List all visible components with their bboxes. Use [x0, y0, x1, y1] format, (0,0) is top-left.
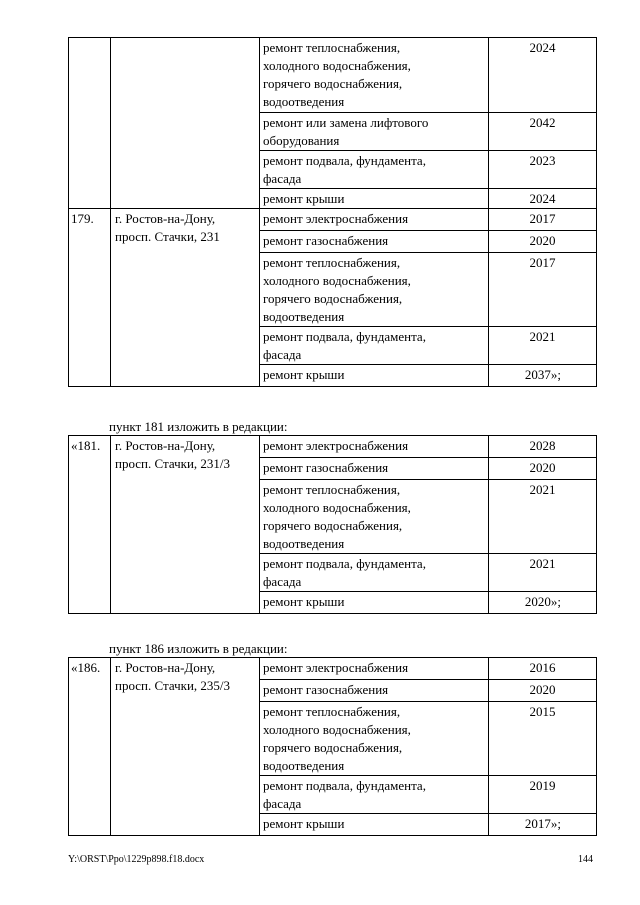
entry-number: «181.	[69, 436, 111, 614]
year-cell: 2016	[489, 658, 597, 680]
work-cell: ремонт подвала, фундамента, фасада	[260, 554, 489, 592]
entry-address: г. Ростов-на-Дону, просп. Стачки, 235/3	[111, 658, 260, 836]
year-cell: 2020	[489, 458, 597, 480]
year-cell: 2017	[489, 253, 597, 327]
year-cell: 2015	[489, 702, 597, 776]
year-cell: 2021	[489, 554, 597, 592]
table-row	[69, 38, 597, 113]
table-item-186	[68, 657, 597, 836]
table-row	[69, 436, 597, 458]
year-cell: 2028	[489, 436, 597, 458]
work-cell: ремонт подвала, фундамента, фасада	[260, 151, 489, 189]
work-cell: ремонт газоснабжения	[260, 458, 489, 480]
work-cell: ремонт теплоснабжения, холодного водоснабжения, горячего водоснабжения, водоотведения	[260, 38, 489, 113]
year-cell: 2024	[489, 38, 597, 113]
amendment-paragraph-181: пункт 181 изложить в редакции:	[109, 419, 288, 434]
table-item-181	[68, 435, 597, 614]
year-cell: 2024	[489, 189, 597, 209]
table-row	[69, 209, 597, 231]
year-cell: 2021	[489, 480, 597, 554]
work-cell: ремонт подвала, фундамента, фасада	[260, 327, 489, 365]
year-cell: 2037»;	[489, 365, 597, 387]
work-cell: ремонт крыши	[260, 189, 489, 209]
year-cell: 2023	[489, 151, 597, 189]
work-cell: ремонт или замена лифтового оборудования	[260, 113, 489, 151]
entry-number: 179.	[69, 209, 111, 387]
work-cell: ремонт газоснабжения	[260, 680, 489, 702]
number-cell	[69, 38, 111, 209]
footer-page-number: 144	[578, 854, 593, 865]
year-cell: 2017	[489, 209, 597, 231]
work-cell: ремонт теплоснабжения, холодного водоснабжения, горячего водоснабжения, водоотведения	[260, 480, 489, 554]
year-cell: 2019	[489, 776, 597, 814]
work-cell: ремонт теплоснабжения, холодного водоснабжения, горячего водоснабжения, водоотведения	[260, 702, 489, 776]
year-cell: 2020	[489, 680, 597, 702]
work-cell: ремонт газоснабжения	[260, 231, 489, 253]
footer-file-path: Y:\ORST\Ppo\1229p898.f18.docx	[68, 854, 205, 865]
table-row	[69, 658, 597, 680]
address-cell	[111, 38, 260, 209]
year-cell: 2017»;	[489, 814, 597, 836]
work-cell: ремонт электроснабжения	[260, 209, 489, 231]
work-cell: ремонт крыши	[260, 365, 489, 387]
year-cell: 2020»;	[489, 592, 597, 614]
table-continuation	[68, 37, 597, 387]
year-cell: 2042	[489, 113, 597, 151]
work-cell: ремонт теплоснабжения, холодного водоснабжения, горячего водоснабжения, водоотведения	[260, 253, 489, 327]
amendment-paragraph-186: пункт 186 изложить в редакции:	[109, 641, 288, 656]
year-cell: 2021	[489, 327, 597, 365]
work-cell: ремонт подвала, фундамента, фасада	[260, 776, 489, 814]
work-cell: ремонт электроснабжения	[260, 436, 489, 458]
entry-address: г. Ростов-на-Дону, просп. Стачки, 231	[111, 209, 260, 387]
work-cell: ремонт электроснабжения	[260, 658, 489, 680]
work-cell: ремонт крыши	[260, 814, 489, 836]
year-cell: 2020	[489, 231, 597, 253]
entry-address: г. Ростов-на-Дону, просп. Стачки, 231/3	[111, 436, 260, 614]
work-cell: ремонт крыши	[260, 592, 489, 614]
entry-number: «186.	[69, 658, 111, 836]
